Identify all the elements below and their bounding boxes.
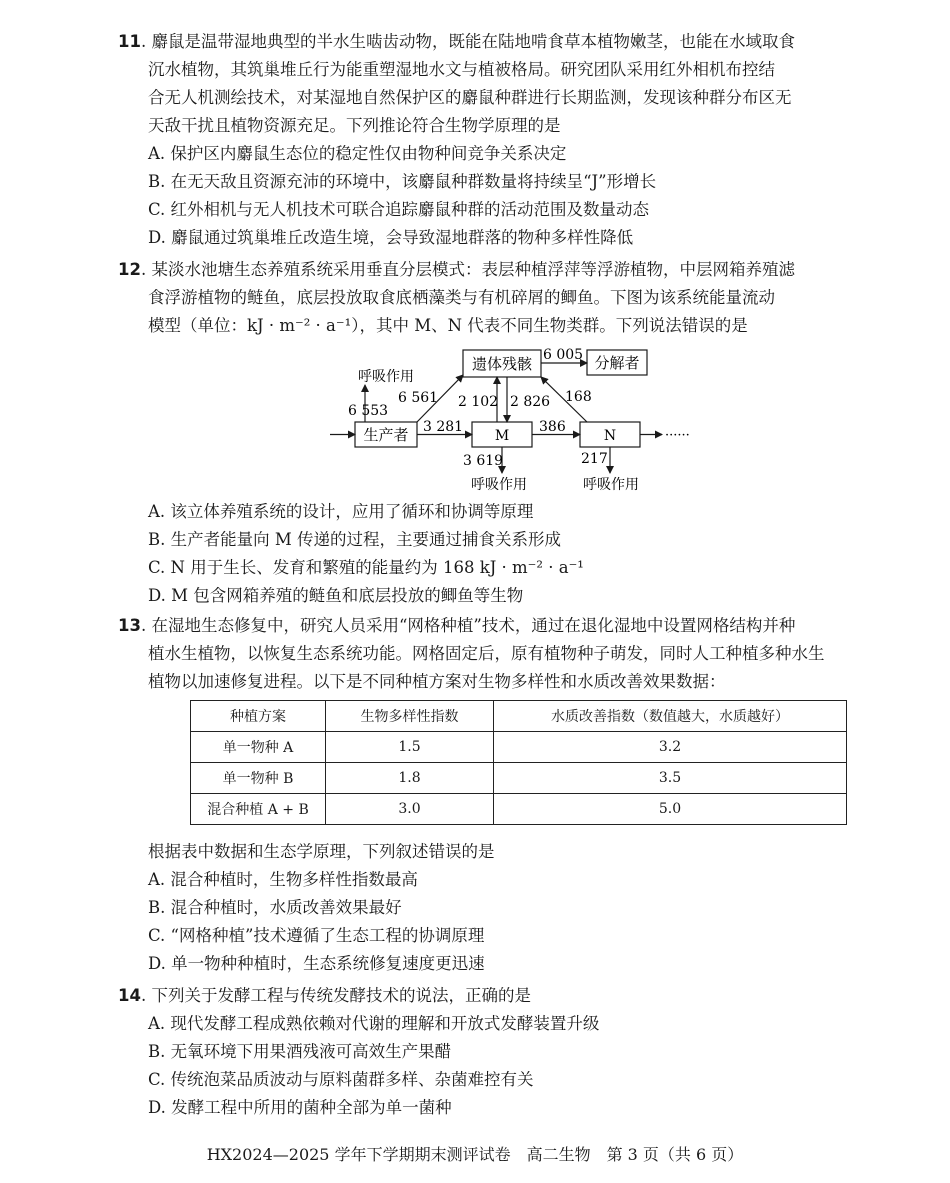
option-a: A. 该立体养殖系统的设计，应用了循环和协调等原理 <box>148 502 534 521</box>
question-stem-line: 11. 麝鼠是温带湿地典型的半水生啮齿动物，既能在陆地啃食草本植物嫩茎，也能在水域取食 <box>118 32 795 51</box>
table-cell: 3.5 <box>494 763 847 794</box>
option-c: C. N 用于生长、发育和繁殖的能量约为 168 kJ · m⁻² · a⁻¹ <box>148 558 584 577</box>
question-stem-line: 14. 下列关于发酵工程与传统发酵技术的说法，正确的是 <box>118 986 531 1005</box>
option-d: D. 麝鼠通过筑巢堆丘改造生境，会导致湿地群落的物种多样性降低 <box>148 228 634 247</box>
m-respiration-label: 呼吸作用 <box>471 477 527 493</box>
value-217: 217 <box>581 451 608 467</box>
n-respiration-label: 呼吸作用 <box>583 477 639 493</box>
table-row <box>191 794 847 825</box>
continuation-ellipsis: ······ <box>665 428 690 443</box>
question-stem-line: 13. 在湿地生态修复中，研究人员采用“网格种植”技术，通过在退化湿地中设置网格结构并种 <box>118 616 796 635</box>
decomposer-label: 分解者 <box>594 354 640 372</box>
question-14 <box>118 982 893 1122</box>
option-d: D. 单一物种种植时，生态系统修复速度更迅速 <box>148 954 485 973</box>
table-cell: 混合种植 A + B <box>191 794 326 825</box>
value-386: 386 <box>539 419 566 435</box>
table-cell: 单一物种 A <box>191 732 326 763</box>
table-cell: 1.5 <box>326 732 494 763</box>
question-stem-line: 植物以加速修复进程。以下是不同种植方案对生物多样性和水质改善效果数据： <box>148 672 726 691</box>
value-6553: 6 553 <box>348 403 389 419</box>
table-cell: 单一物种 B <box>191 763 326 794</box>
question-13 <box>118 612 893 696</box>
option-d: D. M 包含网箱养殖的鲢鱼和底层投放的鲫鱼等生物 <box>148 586 524 605</box>
option-c: C. “网格种植”技术遵循了生态工程的协调原理 <box>148 926 485 945</box>
question-stem-line: 沉水植物，其筑巢堆丘行为能重塑湿地水文与植被格局。研究团队采用红外相机布控结 <box>148 60 775 79</box>
option-d: D. 发酵工程中所用的菌种全部为单一菌种 <box>148 1098 452 1117</box>
question-stem-line: 合无人机测绘技术，对某湿地自然保护区的麝鼠种群进行长期监测，发现该种群分布区无 <box>148 88 792 107</box>
question-13-options <box>118 838 893 978</box>
option-b: B. 生产者能量向 M 传递的过程，主要通过捕食关系形成 <box>148 530 561 549</box>
question-11 <box>118 28 893 252</box>
option-c: C. 红外相机与无人机技术可联合追踪麝鼠种群的活动范围及数量动态 <box>148 200 650 219</box>
energy-flow-diagram <box>325 345 705 495</box>
value-2102: 2 102 <box>458 394 499 410</box>
m-label: M <box>494 428 510 444</box>
question-number: 13 <box>118 616 141 635</box>
value-3619: 3 619 <box>463 453 504 469</box>
table-header-row <box>191 701 847 732</box>
value-168: 168 <box>565 389 592 405</box>
remains-label: 遗体残骸 <box>471 355 533 373</box>
respiration-label: 呼吸作用 <box>358 369 414 385</box>
table-cell: 3.2 <box>494 732 847 763</box>
table-row <box>191 732 847 763</box>
question-prompt: 根据表中数据和生态学原理，下列叙述错误的是 <box>148 842 495 861</box>
question-number: 12 <box>118 260 141 279</box>
question-stem-line: 12. 某淡水池塘生态养殖系统采用垂直分层模式：表层种植浮萍等浮游植物，中层网箱养殖滤 <box>118 260 795 279</box>
option-a: A. 保护区内麝鼠生态位的稳定性仅由物种间竞争关系决定 <box>148 144 567 163</box>
question-number: 11 <box>118 32 141 51</box>
option-c: C. 传统泡菜品质波动与原料菌群多样、杂菌难控有关 <box>148 1070 534 1089</box>
data-table <box>190 700 847 825</box>
option-b: B. 无氧环境下用果酒残液可高效生产果醋 <box>148 1042 452 1061</box>
question-stem-line: 食浮游植物的鲢鱼，底层投放取食底栖藻类与有机碎屑的鲫鱼。下图为该系统能量流动 <box>148 288 775 307</box>
question-12 <box>118 256 893 340</box>
question-number: 14 <box>118 986 141 1005</box>
table-cell: 1.8 <box>326 763 494 794</box>
table-header: 种植方案 <box>191 701 326 732</box>
option-b: B. 混合种植时，水质改善效果最好 <box>148 898 402 917</box>
value-6561: 6 561 <box>398 390 439 406</box>
option-b: B. 在无天敌且资源充沛的环境中，该麝鼠种群数量将持续呈“J”形增长 <box>148 172 657 191</box>
table-cell: 3.0 <box>326 794 494 825</box>
option-a: A. 现代发酵工程成熟依赖对代谢的理解和开放式发酵装置升级 <box>148 1014 600 1033</box>
table-row <box>191 763 847 794</box>
option-a: A. 混合种植时，生物多样性指数最高 <box>148 870 418 889</box>
value-3281: 3 281 <box>423 419 464 435</box>
table-header: 水质改善指数（数值越大，水质越好） <box>494 701 847 732</box>
question-stem-line: 模型（单位：kJ · m⁻² · a⁻¹），其中 M、N 代表不同生物类群。下列说法错误的是 <box>148 316 748 335</box>
question-stem-line: 天敌干扰且植物资源充足。下列推论符合生物学原理的是 <box>148 116 561 135</box>
producer-label: 生产者 <box>363 426 409 444</box>
question-stem-line: 植水生植物，以恢复生态系统功能。网格固定后，原有植物种子萌发，同时人工种植多种水生 <box>148 644 825 663</box>
table-cell: 5.0 <box>494 794 847 825</box>
table-header: 生物多样性指数 <box>326 701 494 732</box>
question-12-options <box>118 498 893 610</box>
value-6005: 6 005 <box>543 347 584 363</box>
n-label: N <box>603 428 617 444</box>
value-2826: 2 826 <box>510 394 551 410</box>
page-footer: HX2024—2025 学年下学期期末测评试卷 高二生物 第 3 页（共 6 页） <box>206 1145 744 1164</box>
